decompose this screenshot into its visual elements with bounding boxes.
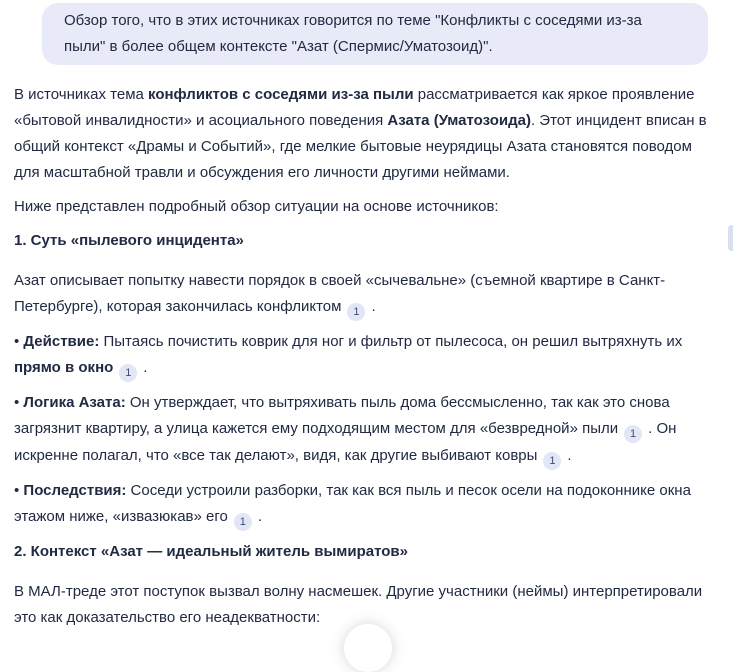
section-heading — [14, 228, 708, 254]
user-message-text: Обзор того, что в этих источниках говорится по теме "Конфликты с соседями из-за пыли" в более общем контексте "Азат (Спермис/Уматозоид)". — [64, 12, 642, 55]
text-run: Пытаясь почистить коврик для ног и фильтр от пылесоса, он решил вытряхнуть их — [99, 333, 683, 350]
user-message-bubble — [42, 3, 708, 65]
citation-pill[interactable]: 1 — [119, 364, 137, 382]
response-content — [14, 82, 708, 631]
text-run: • — [14, 333, 24, 350]
scroll-to-bottom-button[interactable] — [344, 624, 392, 672]
response-paragraph — [14, 268, 708, 321]
bold-text: Последствия: — [23, 482, 127, 499]
text-run: . — [567, 447, 572, 464]
response-paragraph — [14, 579, 708, 631]
bold-text: Азата (Уматозоида) — [387, 112, 531, 129]
chat-page — [0, 3, 733, 631]
text-run: • — [14, 394, 24, 411]
bold-text: Логика Азата: — [23, 394, 126, 411]
citation-pill[interactable]: 1 — [543, 452, 561, 470]
text-run: 1. Суть «пылевого инцидента» — [14, 232, 244, 249]
text-run: 2. Контекст «Азат — идеальный житель вымиратов» — [14, 543, 408, 560]
scrollbar-thumb[interactable] — [728, 225, 733, 251]
citation-pill[interactable]: 1 — [347, 303, 365, 321]
citation-pill[interactable]: 1 — [624, 425, 642, 443]
response-paragraph — [14, 194, 708, 220]
response-paragraph — [14, 82, 708, 186]
text-run: В МАЛ-треде этот поступок вызвал волну насмешек. Другие участники (неймы) интерпретировали это как доказательство его неадекватности: — [14, 583, 703, 626]
citation-pill[interactable]: 1 — [234, 513, 252, 531]
bold-text: конфликтов с соседями из-за пыли — [148, 86, 414, 103]
response-paragraph — [14, 478, 708, 531]
text-run: Ниже представлен подробный обзор ситуации на основе источников: — [14, 198, 499, 215]
text-run: . — [143, 359, 148, 376]
text-run: . Этот инцидент вписан в общий контекст «Драмы и Событий», где мелкие бытовые неурядицы Азата становятся поводом для масштабной травли и обсуждения его личности другими неймами. — [14, 112, 707, 181]
text-run: Соседи устроили разборки, так как вся пыль и песок осели на подоконнике окна этажом ниже, «извазюкав» его — [14, 482, 691, 525]
text-run: . — [257, 508, 263, 525]
text-run: . Он искренне полагал, что «все так делают», видя, как другие выбивают ковры — [14, 420, 677, 464]
text-run: Азат описывает попытку навести порядок в своей «сычевальне» (съемной квартире в Санкт-Петербурге), которая закончилась конфликтом — [14, 272, 666, 315]
text-run: • — [14, 482, 24, 499]
text-run: рассматривается как яркое проявление «бытовой инвалидности» и асоциального поведения — [14, 86, 695, 129]
section-heading — [14, 539, 708, 565]
text-run: В источниках тема — [14, 86, 149, 103]
response-paragraph — [14, 390, 708, 470]
response-paragraph — [14, 329, 708, 382]
text-run: . — [371, 298, 376, 315]
bold-text: прямо в окно — [14, 359, 114, 376]
text-run: Он утверждает, что вытряхивать пыль дома бессмысленно, так как это снова загрязнит квартиру, а улица кажется ему подходящим местом для «безвредной» пыли — [14, 394, 670, 437]
bold-text: Действие: — [23, 333, 100, 350]
